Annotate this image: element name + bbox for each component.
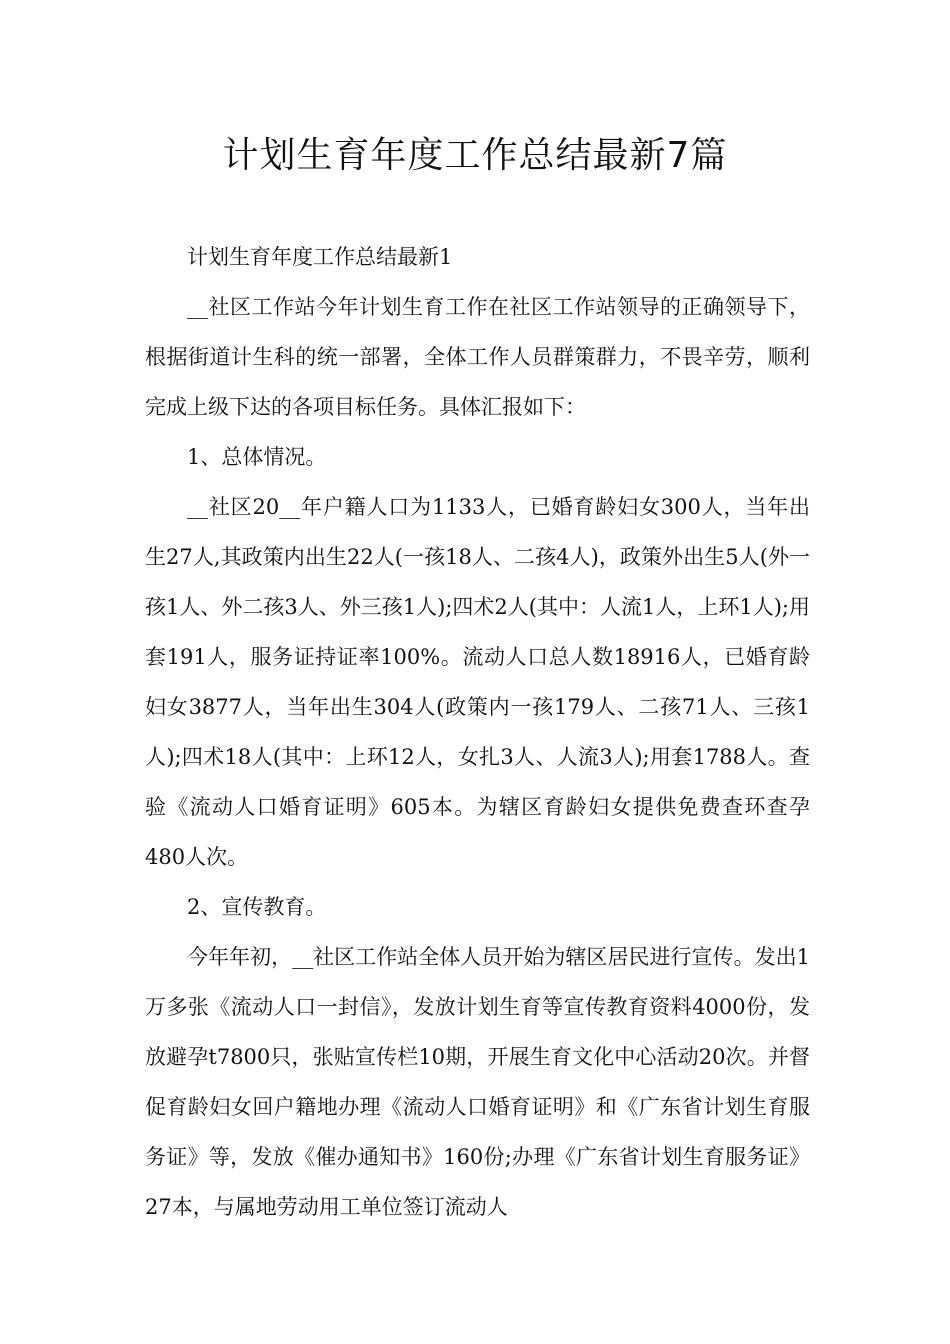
- publicity-paragraph: 今年年初，__社区工作站全体人员开始为辖区居民进行宣传。发出1万多张《流动人口一封信》，发放计划生育等宣传教育资料4000份，发放避孕t7800只，张贴宣传栏10期，开展生育文化中心活动20次。并督促育龄妇女回户籍地办理《流动人口婚育证明》和《广东省计划生育服务证》等，发放《催办通知书》160份;办理《广东省计划生育服务证》27本，与属地劳动用工单位签订流动人: [145, 945, 810, 1219]
- document-title: 计划生育年度工作总结最新7篇: [222, 135, 728, 176]
- subheading-overall-situation: 1、总体情况。: [187, 445, 327, 469]
- subheading-publicity-education: 2、宣传教育。: [187, 895, 327, 919]
- intro-paragraph: __社区工作站今年计划生育工作在社区工作站领导的正确领导下，根据街道计生科的统一部署，全体工作人员群策群力，不畏辛劳，顺利完成上级下达的各项目标任务。具体汇报如下：: [145, 295, 810, 419]
- section-heading-1: 计划生育年度工作总结最新1: [187, 245, 453, 269]
- document-body: [145, 232, 810, 1232]
- statistics-paragraph: __社区20__年户籍人口为1133人，已婚育龄妇女300人，当年出生27人,其政策内出生22人(一孩18人、二孩4人)，政策外出生5人(外一孩1人、外二孩3人、外三孩1人);四术2人(其中：人流1人，上环1人);用套191人，服务证持证率100%。流动人口总人数18916人，已婚育龄妇女3877人，当年出生304人(政策内一孩179人、二孩71人、三孩1人);四术18人(其中：上环12人，女扎3人、人流3人);用套1788人。查验《流动人口婚育证明》605本。为辖区育龄妇女提供免费查环查孕480人次。: [145, 495, 810, 869]
